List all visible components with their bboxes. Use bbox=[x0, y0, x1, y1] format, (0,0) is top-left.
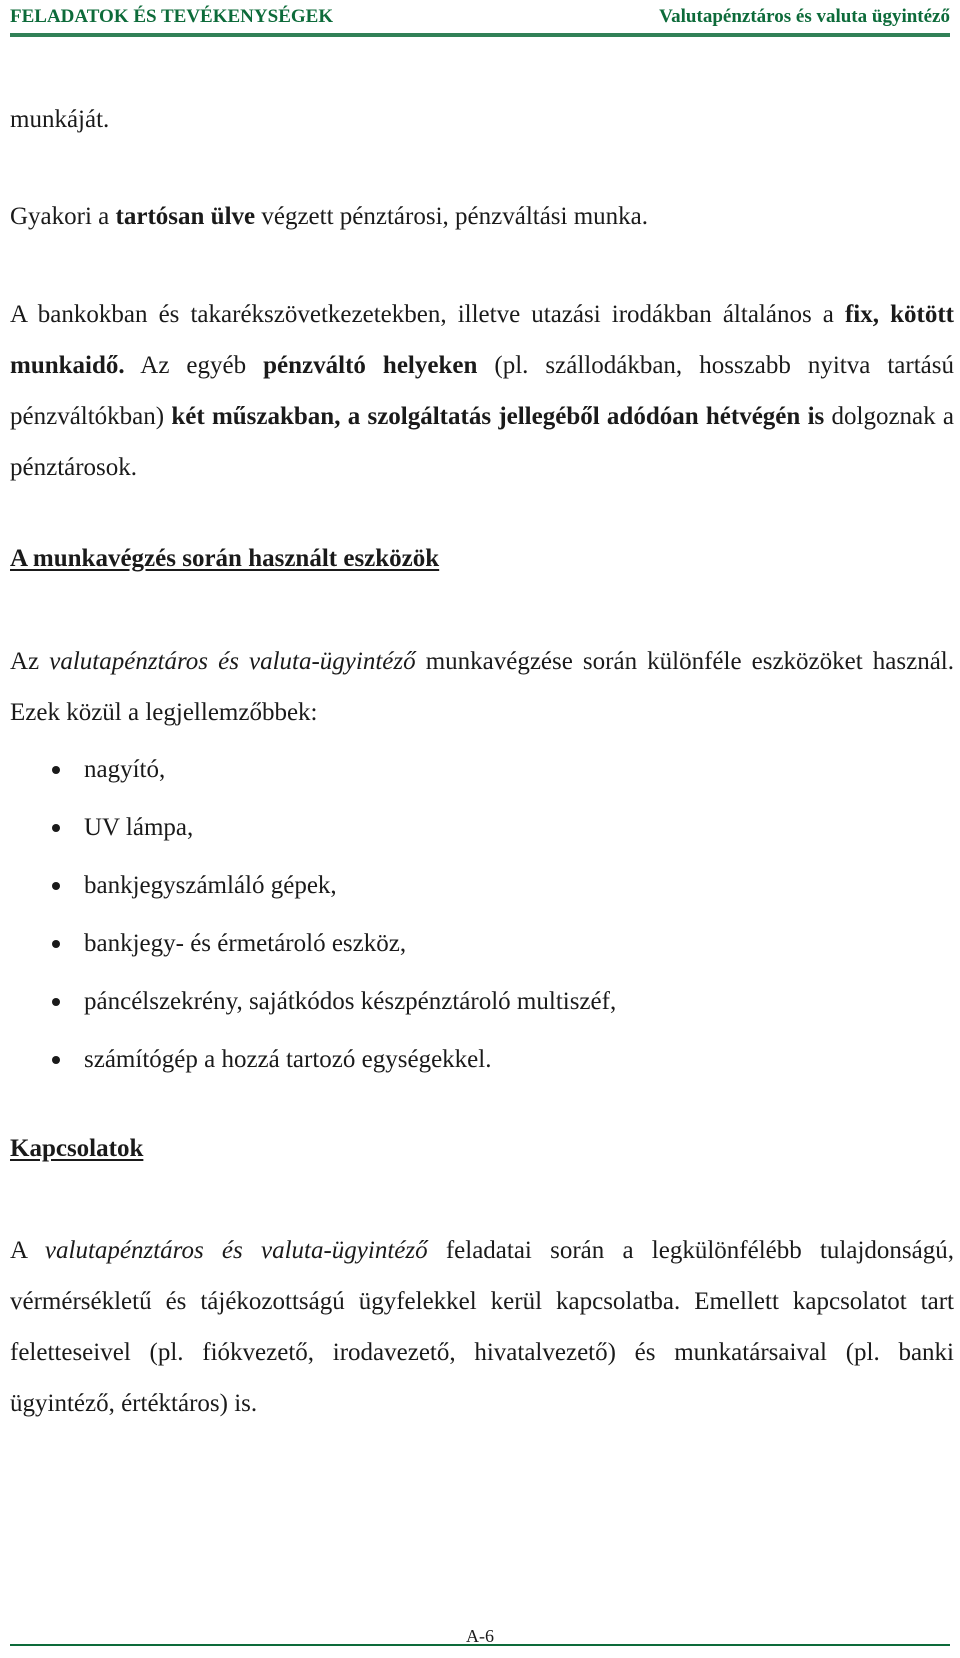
header-document-title: Valutapénztáros és valuta ügyintéző bbox=[659, 6, 950, 27]
italic-text-run: valutapénztáros és valuta-ügyintéző bbox=[44, 1237, 428, 1264]
bullet-icon bbox=[52, 940, 60, 948]
text-run: munkavégzése során különféle eszközöket használ. Ezek közül a legjellemzőbbek: bbox=[10, 648, 954, 726]
text-run: A bankokban és takarékszövetkezetekben, illetve utazási irodákban általános a bbox=[10, 301, 845, 328]
bullet-icon bbox=[52, 1056, 60, 1064]
text-run: végzett pénztárosi, pénzváltási munka. bbox=[255, 203, 649, 230]
list-item-text: bankjegyszámláló gépek, bbox=[84, 872, 337, 899]
section-heading-tools: A munkavégzés során használt eszközök bbox=[10, 545, 440, 572]
bullet-icon bbox=[52, 824, 60, 832]
text-run: Az bbox=[10, 648, 50, 675]
list-item bbox=[10, 915, 616, 973]
text-run: Gyakori a bbox=[10, 203, 116, 230]
list-item bbox=[10, 973, 616, 1031]
text-run: A bbox=[10, 1237, 45, 1264]
paragraph-continuation: munkáját. bbox=[10, 106, 110, 133]
list-item-text: számítógép a hozzá tartozó egységekkel. bbox=[84, 1046, 492, 1073]
section-heading-contacts: Kapcsolatok bbox=[10, 1135, 144, 1162]
tools-list bbox=[10, 741, 616, 1089]
text-run: Az egyéb bbox=[124, 352, 264, 379]
text-run: feladatai során a legkülönfélébb tulajdonságú, vérmérsékletű és tájékozottságú ügyfelekkel kerül kapcsolatba. Emellett kapcsolatot tart feletteseivel (pl. fiókvezető, irodavezető, hivatalvezető) és munkatársaival (pl. banki ügyintéző, értéktáros) is. bbox=[10, 1237, 954, 1417]
bullet-icon bbox=[52, 766, 60, 774]
header-chapter-title: FELADATOK ÉS TEVÉKENYSÉGEK bbox=[10, 6, 334, 27]
italic-text-run: valutapénztáros és valuta-ügyintéző bbox=[49, 648, 416, 675]
paragraph-seated-work bbox=[10, 191, 954, 242]
text-run: dolgoznak a pénztárosok. bbox=[10, 403, 954, 481]
list-item bbox=[10, 799, 616, 857]
bold-text-run: pénzváltó helyeken bbox=[263, 352, 478, 379]
list-item-text: bankjegy- és érmetároló eszköz, bbox=[84, 930, 407, 957]
bullet-icon bbox=[52, 998, 60, 1006]
paragraph-working-hours bbox=[10, 289, 954, 493]
page-header bbox=[10, 2, 950, 32]
list-item-text: páncélszekrény, sajátkódos készpénztároló multiszéf, bbox=[84, 988, 617, 1015]
paragraph-contacts bbox=[10, 1225, 954, 1429]
list-item bbox=[10, 1031, 616, 1089]
paragraph-tools-intro bbox=[10, 636, 954, 738]
page-number: A-6 bbox=[466, 1626, 494, 1646]
list-item bbox=[10, 741, 616, 799]
bold-text-run: két műszakban, a szolgáltatás jellegéből adódóan hétvégén is bbox=[171, 403, 825, 430]
text-run: (pl. szállodákban, hosszabb nyitva tartású pénzváltókban) bbox=[10, 352, 954, 430]
bold-text-run: tartósan ülve bbox=[115, 203, 256, 230]
header-divider bbox=[10, 33, 950, 37]
list-item-text: UV lámpa, bbox=[84, 814, 194, 841]
bullet-icon bbox=[52, 882, 60, 890]
list-item bbox=[10, 857, 616, 915]
list-item-text: nagyító, bbox=[84, 756, 166, 783]
bold-text-run: fix, kötött munkaidő. bbox=[10, 301, 954, 379]
